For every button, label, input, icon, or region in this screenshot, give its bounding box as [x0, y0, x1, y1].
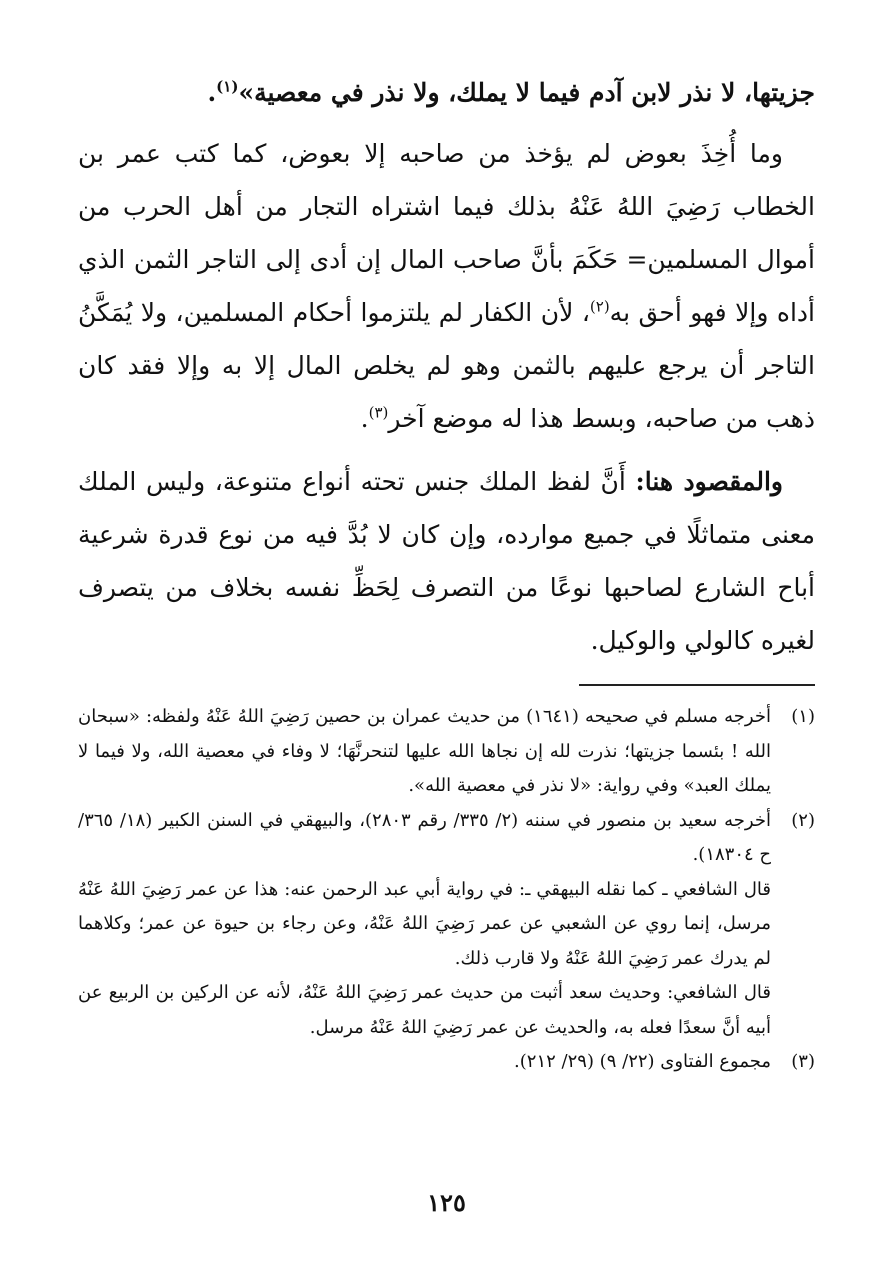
footnote-number: (٢) [791, 809, 815, 831]
footnote-separator [579, 684, 815, 686]
main-text [78, 66, 815, 667]
footnote-ref-1: (١) [216, 77, 239, 96]
paragraph-1-text: جزيتها، لا نذر لابن آدم فيما لا يملك، ولا نذر في معصية» [238, 78, 815, 107]
footnote-1 [78, 700, 815, 804]
page-number: ١٢٥ [427, 1188, 466, 1217]
paragraph-3-lead: والمقصود هنا: [635, 467, 783, 496]
footnote-number: (٣) [791, 1051, 815, 1072]
paragraph-1: جزيتها، لا نذر لابن آدم فيما لا يملك، ولا نذر في معصية»$^{(١)}$. [207, 77, 815, 107]
footnote-ref-2: (٢) [589, 297, 610, 316]
footnote-text: أخرجه مسلم في صحيحه (١٦٤١) من حديث عمران بن حصين رَضِيَ اللهُ عَنْهُ ولفظه: «سبحان الله ! بئسما جزيتها؛ نذرت لله إن نجاها الله عليها لتنحرنَّهَا؛ لا وفاء في معصية الله، ولا فيما لا يملك العبد» وفي رواية: «لا نذر في معصية الله». [78, 706, 771, 796]
footnote-2 [78, 804, 815, 1046]
paragraph-2-continuation: ، لأن الكفار لم يلتزموا أحكام المسلمين، ولا يُمَكَّنُ التاجر أن يرجع عليهم بالثمن وهو لم يخلص المال إلا به وإلا فقد كان ذهب من صاحبه، وبسط هذا له موضع آخر [78, 298, 815, 433]
footnote-ref-3: (٣) [368, 403, 389, 422]
paragraph-3 [78, 455, 815, 667]
footnote-text: قال الشافعي ـ كما نقله البيهقي ـ: في رواية أبي عبد الرحمن عنه: هذا عن عمر رَضِيَ اللهُ عَنْهُ مرسل، إنما روي عن الشعبي عن عمر رَضِيَ اللهُ عَنْهُ، وعن رجاء بن حيوة عن عمر؛ وكلاهما لم يدرك عمر رَضِيَ اللهُ عَنْهُ ولا قارب ذلك. [78, 878, 771, 969]
footnote-text: مجموع الفتاوى (٢٢/ ٩) (٢٩/ ٢١٢). [514, 1051, 771, 1072]
footnote-3 [78, 1045, 815, 1080]
paragraph-2: وما أُخِذَ بعوض لم يؤخذ من صاحبه إلا بعوض، كما كتب عمر بن الخطاب رَضِيَ اللهُ عَنْهُ بذلك فيما اشتراه التجار من أهل الحرب من أموال المسلمين= حَكَمَ بأنَّ صاحب المال إن أدى إلى التاجر الثمن الذي أداه وإلا فهو أحق به$^{(٢)}$، لأن الكفار لم يلتزموا أحكام المسلمين، ولا يُمَكَّنُ التاجر أن يرجع عليهم بالثمن وهو لم يخلص المال إلا به وإلا فقد كان ذهب من صاحبه، وبسط هذا له موضع آخر$^{(٣)}$. [78, 139, 815, 433]
footnote-number: (١) [791, 706, 815, 727]
paragraph-3-text: أَنَّ لفظ الملك جنس تحته أنواع متنوعة، وليس الملك معنى متماثلًا في جميع موارده، وإن كان لا بُدَّ فيه من نوع قدرة شرعية أباح الشارع لصاحبها نوعًا من التصرف لِحَظِّ نفسه بخلاف من يتصرف لغيره كالولي والوكيل. [78, 467, 815, 655]
footnotes [78, 700, 815, 1080]
paragraph-2-text: وما أُخِذَ بعوض لم يؤخذ من صاحبه إلا بعوض، كما كتب عمر بن الخطاب رَضِيَ اللهُ عَنْهُ بذلك فيما اشتراه التجار من أهل الحرب من أموال المسلمين= حَكَمَ بأنَّ صاحب المال إن أدى إلى التاجر الثمن الذي أداه وإلا فهو أحق به [78, 139, 815, 327]
footnote-text: قال الشافعي: وحديث سعد أثبت من حديث عمر رَضِيَ اللهُ عَنْهُ، لأنه عن الركين بن الربيع عن أبيه أنَّ سعدًا فعله به، والحديث عن عمر رَضِيَ اللهُ عَنْهُ مرسل. [78, 982, 771, 1038]
footnote-text: أخرجه سعيد بن منصور في سننه (٢/ ٣٣٥/ رقم ٢٨٠٣)، والبيهقي في السنن الكبير (١٨/ ٣٦٥/ ح ١٨٣٠٤). [78, 809, 771, 865]
